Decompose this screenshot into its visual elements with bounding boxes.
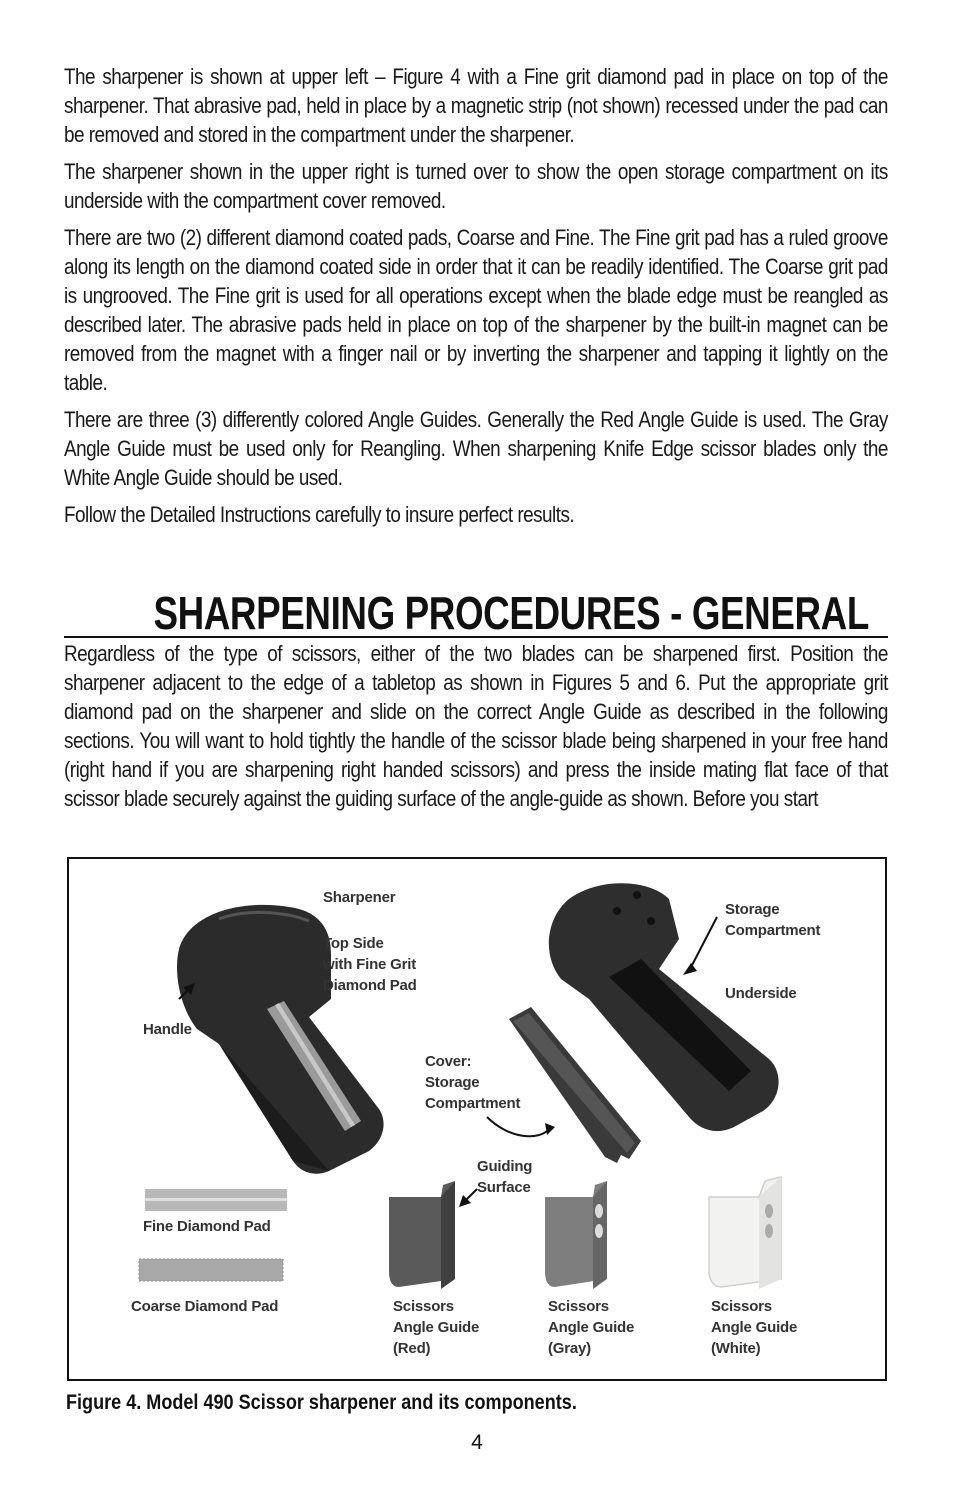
fine-diamond-pad-image bbox=[145, 1189, 287, 1211]
intro-text bbox=[64, 62, 888, 537]
paragraph-1: The sharpener is shown at upper left – Figure 4 with a Fine grit diamond pad in place on top of the sharpener. That abrasive pad, held in place by a magnetic strip (not shown) recessed under the pad can be removed and stored in the compartment under the sharpener. bbox=[64, 64, 888, 147]
figure-caption: Figure 4. Model 490 Scissor sharpener and its components. bbox=[66, 1391, 577, 1414]
label-top-side: Top Side with Fine Grit Diamond Pad bbox=[323, 935, 417, 994]
gray-angle-guide-image bbox=[545, 1181, 607, 1289]
paragraph-section: Regardless of the type of scissors, either of the two blades can be sharpened first. Position the sharpener adjacent to the edge of a tabletop as shown in Figures 5 and 6. Put the appropriate grit diamond pad on the sharpener and slide on the correct Angle Guide as described in the following sections. You will want to hold tightly the handle of the scissor blade being sharpened in your free hand (right hand if you are sharpening right handed scissors) and press the inside mating flat face of that scissor blade securely against the guiding surface of the angle-guide as shown. Before you start bbox=[64, 641, 888, 811]
figure-4 bbox=[67, 857, 887, 1381]
coarse-diamond-pad-image bbox=[139, 1259, 283, 1281]
label-guide-white: Scissors Angle Guide (White) bbox=[711, 1298, 798, 1357]
red-angle-guide-image bbox=[389, 1181, 455, 1289]
page-number: 4 bbox=[471, 1431, 483, 1454]
label-handle: Handle bbox=[143, 1021, 192, 1038]
white-angle-guide-image bbox=[709, 1177, 781, 1289]
label-guiding-surface: Guiding Surface bbox=[477, 1158, 533, 1196]
paragraph-2: The sharpener shown in the upper right is turned over to show the open storage compartment on its underside with the compartment cover removed. bbox=[64, 159, 888, 213]
section-text bbox=[64, 639, 888, 821]
label-storage-compartment: Storage Compartment bbox=[725, 901, 821, 939]
label-cover: Cover: Storage Compartment bbox=[425, 1053, 521, 1112]
paragraph-4: There are three (3) differently colored Angle Guides. Generally the Red Angle Guide is used. The Gray Angle Guide must be used only for Reangling. When sharpening Knife Edge scissor blades only the White Angle Guide should be used. bbox=[64, 407, 888, 490]
label-underside: Underside bbox=[725, 985, 797, 1002]
label-sharpener: Sharpener bbox=[323, 889, 396, 906]
label-guide-red: Scissors Angle Guide (Red) bbox=[393, 1298, 480, 1357]
section-heading bbox=[64, 587, 888, 639]
label-guide-gray: Scissors Angle Guide (Gray) bbox=[548, 1298, 635, 1357]
label-coarse-pad: Coarse Diamond Pad bbox=[131, 1298, 279, 1315]
label-fine-pad: Fine Diamond Pad bbox=[143, 1218, 271, 1235]
section-heading-text: SHARPENING PROCEDURES - GENERAL bbox=[153, 587, 869, 639]
paragraph-3: There are two (2) different diamond coated pads, Coarse and Fine. The Fine grit pad has a ruled groove along its length on the diamond coated side in order that it can be readily identified. The Coarse grit pad is ungrooved. The Fine grit is used for all operations except when the blade edge must be reangled as described later. The abrasive pads held in place on top of the sharpener by the built-in magnet can be removed from the magnet with a finger nail or by inverting the sharpener and tapping it lightly on the table. bbox=[64, 225, 888, 395]
paragraph-5: Follow the Detailed Instructions carefully to insure perfect results. bbox=[64, 502, 575, 527]
